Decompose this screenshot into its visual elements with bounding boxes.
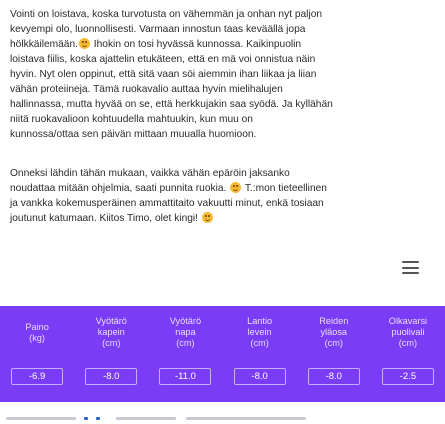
text-fragment: Ihokin on tosi hyvässä kunnossa. Kaikinpuolin [90,39,302,50]
text-fragment: noudattaa mitään ohjelmia, saati punnita ruokia. [10,183,227,194]
stat-column [0,306,74,402]
stat-column [74,306,148,402]
results-stats-panel [0,306,445,402]
scroll-bar-segment [116,417,176,420]
text-line [10,211,438,226]
stat-value: -2.5 [382,368,434,385]
text-line: niitä ruokavalioon kohtuudella mahtuukin, kun muu on [10,114,253,125]
scroll-dot [84,417,88,420]
stat-label: Vyötärö napa (cm) [169,316,202,348]
stat-column [371,306,445,402]
text-line: hallinnassa, mutta hyvää on se, että herkkujakin saa syödä. Ja kyllähän [10,99,333,110]
text-line: kevyempi olo, luonnollisesti. Varmaan innostun taas keväällä jopa [10,24,306,35]
text-line: Onneksi lähdin tähän mukaan, vaikka vähän epäröin jaksanko [10,168,290,179]
scroll-dot [96,417,100,420]
hamburger-menu-icon[interactable] [402,261,419,274]
stat-value: -6.9 [11,368,63,385]
stat-column [223,306,297,402]
text-fragment: T.:mon tieteellinen [242,183,327,194]
stat-column [297,306,371,402]
scroll-bar-segment [186,417,306,420]
text-line: vähän proteiineja. Tämä ruokavalio auttaa hyvin mielihalujen [10,84,283,95]
stat-label: Olkavarsi puolivali (cm) [388,316,428,348]
text-line: hyvin. Nyt olen oppinut, että sitä vaan söi aiemmin ihan liikaa ja liian [10,69,317,80]
stat-value: -8.0 [234,368,286,385]
stat-column [148,306,222,402]
smiling-face-icon [230,182,241,193]
text-fragment: hölkkäilemään. [10,39,78,50]
text-line: loistava fiilis, koska ajattelin etukäteen, että en mä voi onnistua näin [10,54,316,65]
stat-value: -11.0 [159,368,211,385]
text-line [10,37,438,52]
stat-label: Paino (kg) [25,322,49,343]
stats-columns [0,306,445,402]
text-fragment: joutunut katumaan. Kiitos Timo, olet kingi! [10,213,199,224]
stat-value: -8.0 [308,368,360,385]
smiling-face-icon [202,212,213,223]
text-line: Vointi on loistava, koska turvotusta on vähemmän ja onhan nyt paljon [10,9,323,20]
stat-label: Reiden yläosa (cm) [319,316,349,348]
testimonial-paragraph-1 [10,7,438,142]
text-line [10,181,438,196]
text-line: kunnossa/ottaa sen päivän mittaan muualla huomioon. [10,129,257,140]
testimonial-paragraph-2 [10,166,438,226]
scroll-bar-segment [6,417,76,420]
stat-label: Lantio levein (cm) [247,316,273,348]
text-line: ja vankka kokemusperäinen ammattitaito vakuutti minut, enkä tosiaan [10,198,324,209]
stat-value: -8.0 [85,368,137,385]
scroll-indicator[interactable] [6,412,436,424]
smiling-face-icon [79,38,90,49]
stat-label: Vyötärö kapein (cm) [95,316,127,348]
